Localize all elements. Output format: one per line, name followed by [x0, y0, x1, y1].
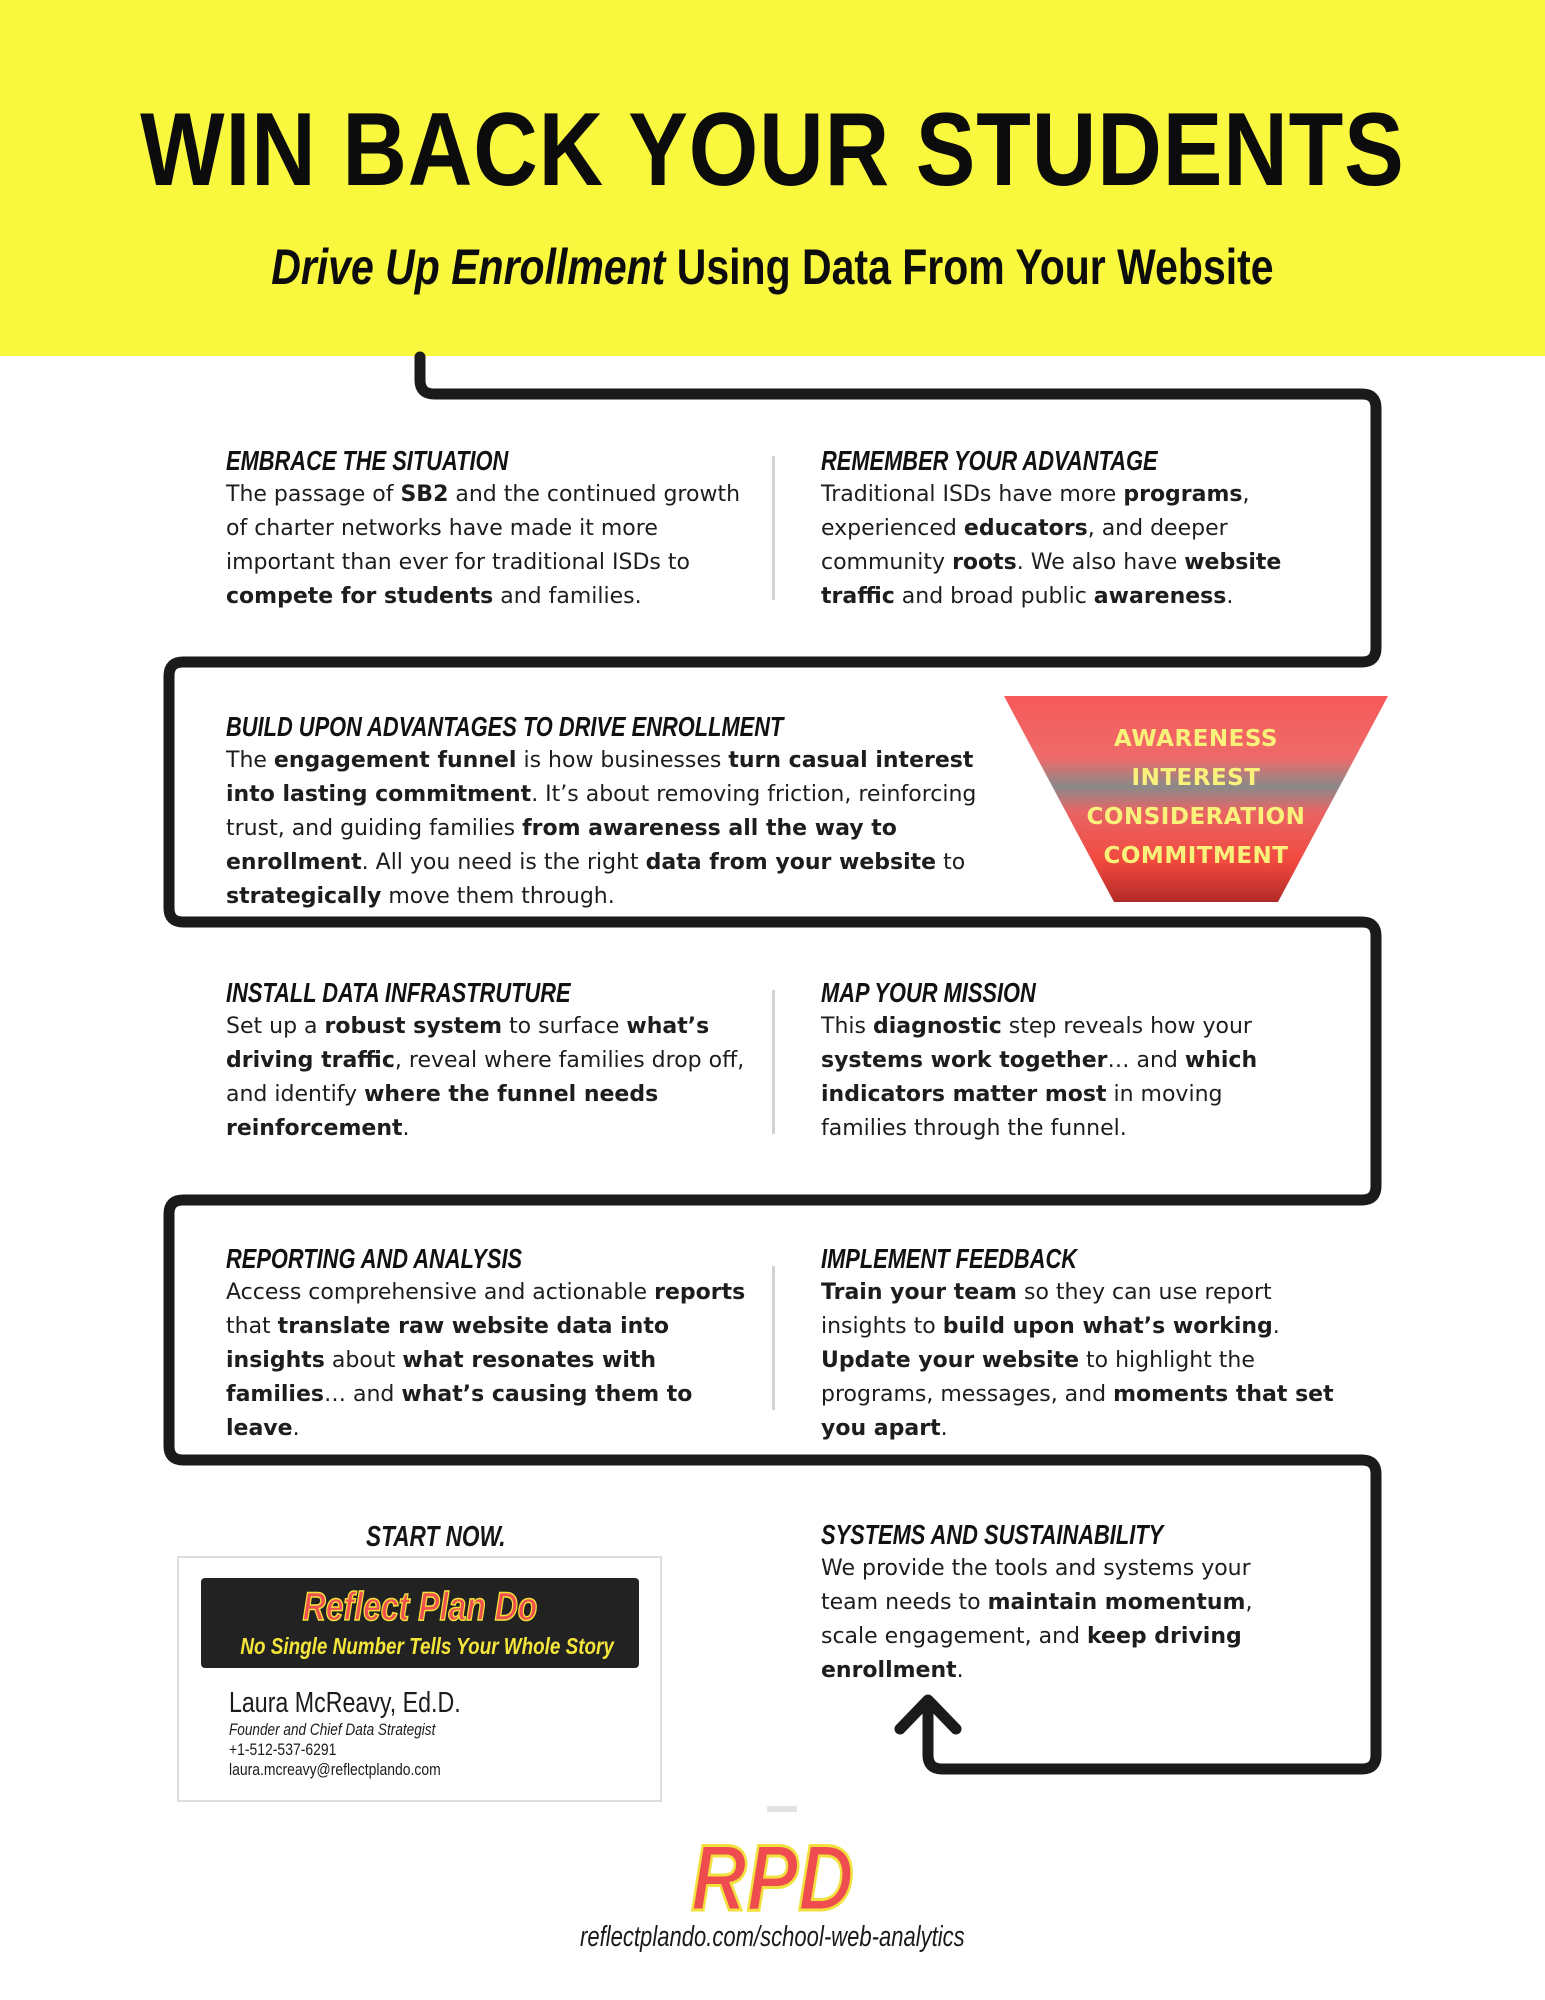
section-body — [226, 744, 1026, 914]
emphasis-text: keep driving enrollment — [821, 1624, 1242, 1683]
column-divider — [772, 456, 775, 600]
emphasis-text: what resonates with families — [226, 1348, 657, 1407]
funnel-stage-interest: INTEREST — [1131, 765, 1261, 791]
body-text: in moving families through the funnel. — [821, 1082, 1223, 1141]
emphasis-text: engagement funnel — [273, 748, 517, 773]
emphasis-text: robust system — [324, 1014, 503, 1039]
emphasis-text: Update your website — [821, 1348, 1079, 1373]
footer-url-link[interactable]: reflectplando.com/school-web-analytics — [580, 1921, 965, 1953]
body-text: move them through. — [381, 884, 615, 909]
body-text: The passage of — [226, 482, 401, 507]
body-text: , scale engagement, and — [821, 1590, 1253, 1649]
body-text: and broad public — [894, 584, 1094, 609]
emphasis-text: which indicators matter most — [821, 1048, 1258, 1107]
body-text: Access comprehensive and actionable — [226, 1280, 655, 1305]
body-text: . — [402, 1116, 410, 1141]
emphasis-text: what’s driving traffic — [226, 1014, 710, 1073]
section-remember-your-advantage — [821, 444, 1301, 614]
section-heading: BUILD UPON ADVANTAGES TO DRIVE ENROLLMENT — [226, 711, 784, 742]
section-heading: IMPLEMENT FEEDBACK — [821, 1243, 1078, 1274]
body-text: This — [821, 1014, 873, 1039]
contact-name: Laura McReavy, Ed.D. — [229, 1687, 461, 1719]
brand-banner — [201, 1578, 639, 1668]
section-implement-feedback — [821, 1242, 1351, 1446]
section-body — [821, 478, 1301, 614]
emphasis-text: diagnostic — [872, 1014, 1002, 1039]
emphasis-text: educators — [963, 516, 1088, 541]
section-build-upon-advantages — [226, 710, 1026, 914]
funnel-stage-commitment: COMMITMENT — [1103, 843, 1289, 869]
body-text: Set up a — [226, 1014, 325, 1039]
contact-role: Founder and Chief Data Strategist — [229, 1720, 436, 1739]
section-body — [226, 1276, 752, 1446]
emphasis-text: where the funnel needs reinforcement — [226, 1082, 659, 1141]
section-embrace-the-situation — [226, 444, 752, 614]
body-text: The — [226, 748, 274, 773]
business-card — [177, 1556, 662, 1802]
emphasis-text: Train your team — [821, 1280, 1017, 1305]
emphasis-text: awareness — [1093, 584, 1227, 609]
body-text: We provide the tools and systems your team needs to — [821, 1556, 1251, 1615]
emphasis-text: compete for students — [226, 584, 494, 609]
body-text: and the continued growth of charter networks have made it more important than ever for traditional ISDs to — [226, 482, 741, 575]
body-text: . We also have — [1016, 550, 1185, 575]
body-text: to surface — [502, 1014, 627, 1039]
section-install-data-infrastructure — [226, 976, 752, 1146]
section-heading: INSTALL DATA INFRASTRUTURE — [226, 977, 571, 1008]
body-text: step reveals how your — [1001, 1014, 1252, 1039]
column-divider — [772, 990, 775, 1134]
emphasis-text: moments that set you apart — [821, 1382, 1334, 1441]
brand-tagline: No Single Number Tells Your Whole Story — [240, 1633, 614, 1659]
section-systems-and-sustainability — [821, 1518, 1301, 1688]
body-text: , experienced — [821, 482, 1250, 541]
body-text: to highlight the programs, messages, and — [821, 1348, 1255, 1407]
column-divider — [772, 1266, 775, 1410]
emphasis-text: roots — [952, 550, 1017, 575]
section-heading: REMEMBER YOUR ADVANTAGE — [821, 445, 1158, 476]
section-heading: REPORTING AND ANALYSIS — [226, 1243, 523, 1274]
emphasis-text: what’s causing them to leave — [226, 1382, 693, 1441]
page-title: WIN BACK YOUR STUDENTS — [140, 92, 1405, 208]
body-text: . — [1272, 1314, 1280, 1339]
section-body — [821, 1276, 1351, 1446]
section-heading: EMBRACE THE SITUATION — [226, 445, 509, 476]
body-text: to — [936, 850, 966, 875]
emphasis-text: build upon what’s working — [942, 1314, 1273, 1339]
body-text: … and — [323, 1382, 402, 1407]
rpd-logo: RPD — [691, 1825, 854, 1930]
body-text: … and — [1107, 1048, 1185, 1073]
emphasis-text: website traffic — [821, 550, 1282, 609]
subtitle-rest: Using Data From Your Website — [665, 239, 1274, 295]
body-text: . — [292, 1416, 300, 1441]
emphasis-text: reports — [654, 1280, 746, 1305]
subtitle-emphasis: Drive Up Enrollment — [271, 239, 666, 295]
body-text: so they can use report insights to — [821, 1280, 1272, 1339]
section-heading: SYSTEMS AND SUSTAINABILITY — [821, 1519, 1164, 1550]
funnel-stage-consideration: CONSIDERATION — [1086, 804, 1306, 830]
section-body — [821, 1552, 1301, 1688]
brand-name: Reflect Plan Do — [302, 1585, 538, 1629]
start-now-label: START NOW. — [366, 1521, 506, 1553]
emphasis-text: from awareness all the way to enrollment — [226, 816, 897, 875]
section-body — [226, 1010, 752, 1146]
body-text: about — [324, 1348, 403, 1373]
section-heading: MAP YOUR MISSION — [821, 977, 1036, 1008]
body-text: . — [956, 1658, 964, 1683]
divider-mark — [767, 1806, 797, 1812]
contact-email[interactable]: laura.mcreavy@reflectplando.com — [229, 1760, 441, 1779]
contact-phone[interactable]: +1-512-537-6291 — [229, 1740, 337, 1759]
section-reporting-and-analysis — [226, 1242, 752, 1446]
body-text: , and deeper community — [821, 516, 1228, 575]
emphasis-text: SB2 — [400, 482, 449, 507]
body-text: and families. — [493, 584, 642, 609]
emphasis-text: data from your website — [645, 850, 937, 875]
emphasis-text: systems work together — [821, 1048, 1108, 1073]
emphasis-text: turn casual interest into lasting commitment — [226, 748, 974, 807]
body-text: . All you need is the right — [361, 850, 646, 875]
body-text: , reveal where families drop off, and identify — [226, 1048, 745, 1107]
funnel-stages — [1004, 720, 1388, 876]
section-body — [821, 1010, 1301, 1146]
body-text: Traditional ISDs have more — [821, 482, 1124, 507]
body-text: . — [1226, 584, 1234, 609]
emphasis-text: maintain momentum — [987, 1590, 1246, 1615]
section-map-your-mission — [821, 976, 1301, 1146]
emphasis-text: strategically — [226, 884, 382, 909]
body-text: that — [226, 1314, 278, 1339]
section-body — [226, 478, 752, 614]
body-text: is how businesses — [516, 748, 729, 773]
contact-details — [229, 1686, 519, 1780]
body-text: . — [940, 1416, 948, 1441]
body-text: . It’s about removing friction, reinforcing trust, and guiding families — [226, 782, 977, 841]
emphasis-text: programs — [1123, 482, 1243, 507]
funnel-stage-awareness: AWARENESS — [1114, 726, 1278, 752]
emphasis-text: translate raw website data into insights — [226, 1314, 669, 1373]
